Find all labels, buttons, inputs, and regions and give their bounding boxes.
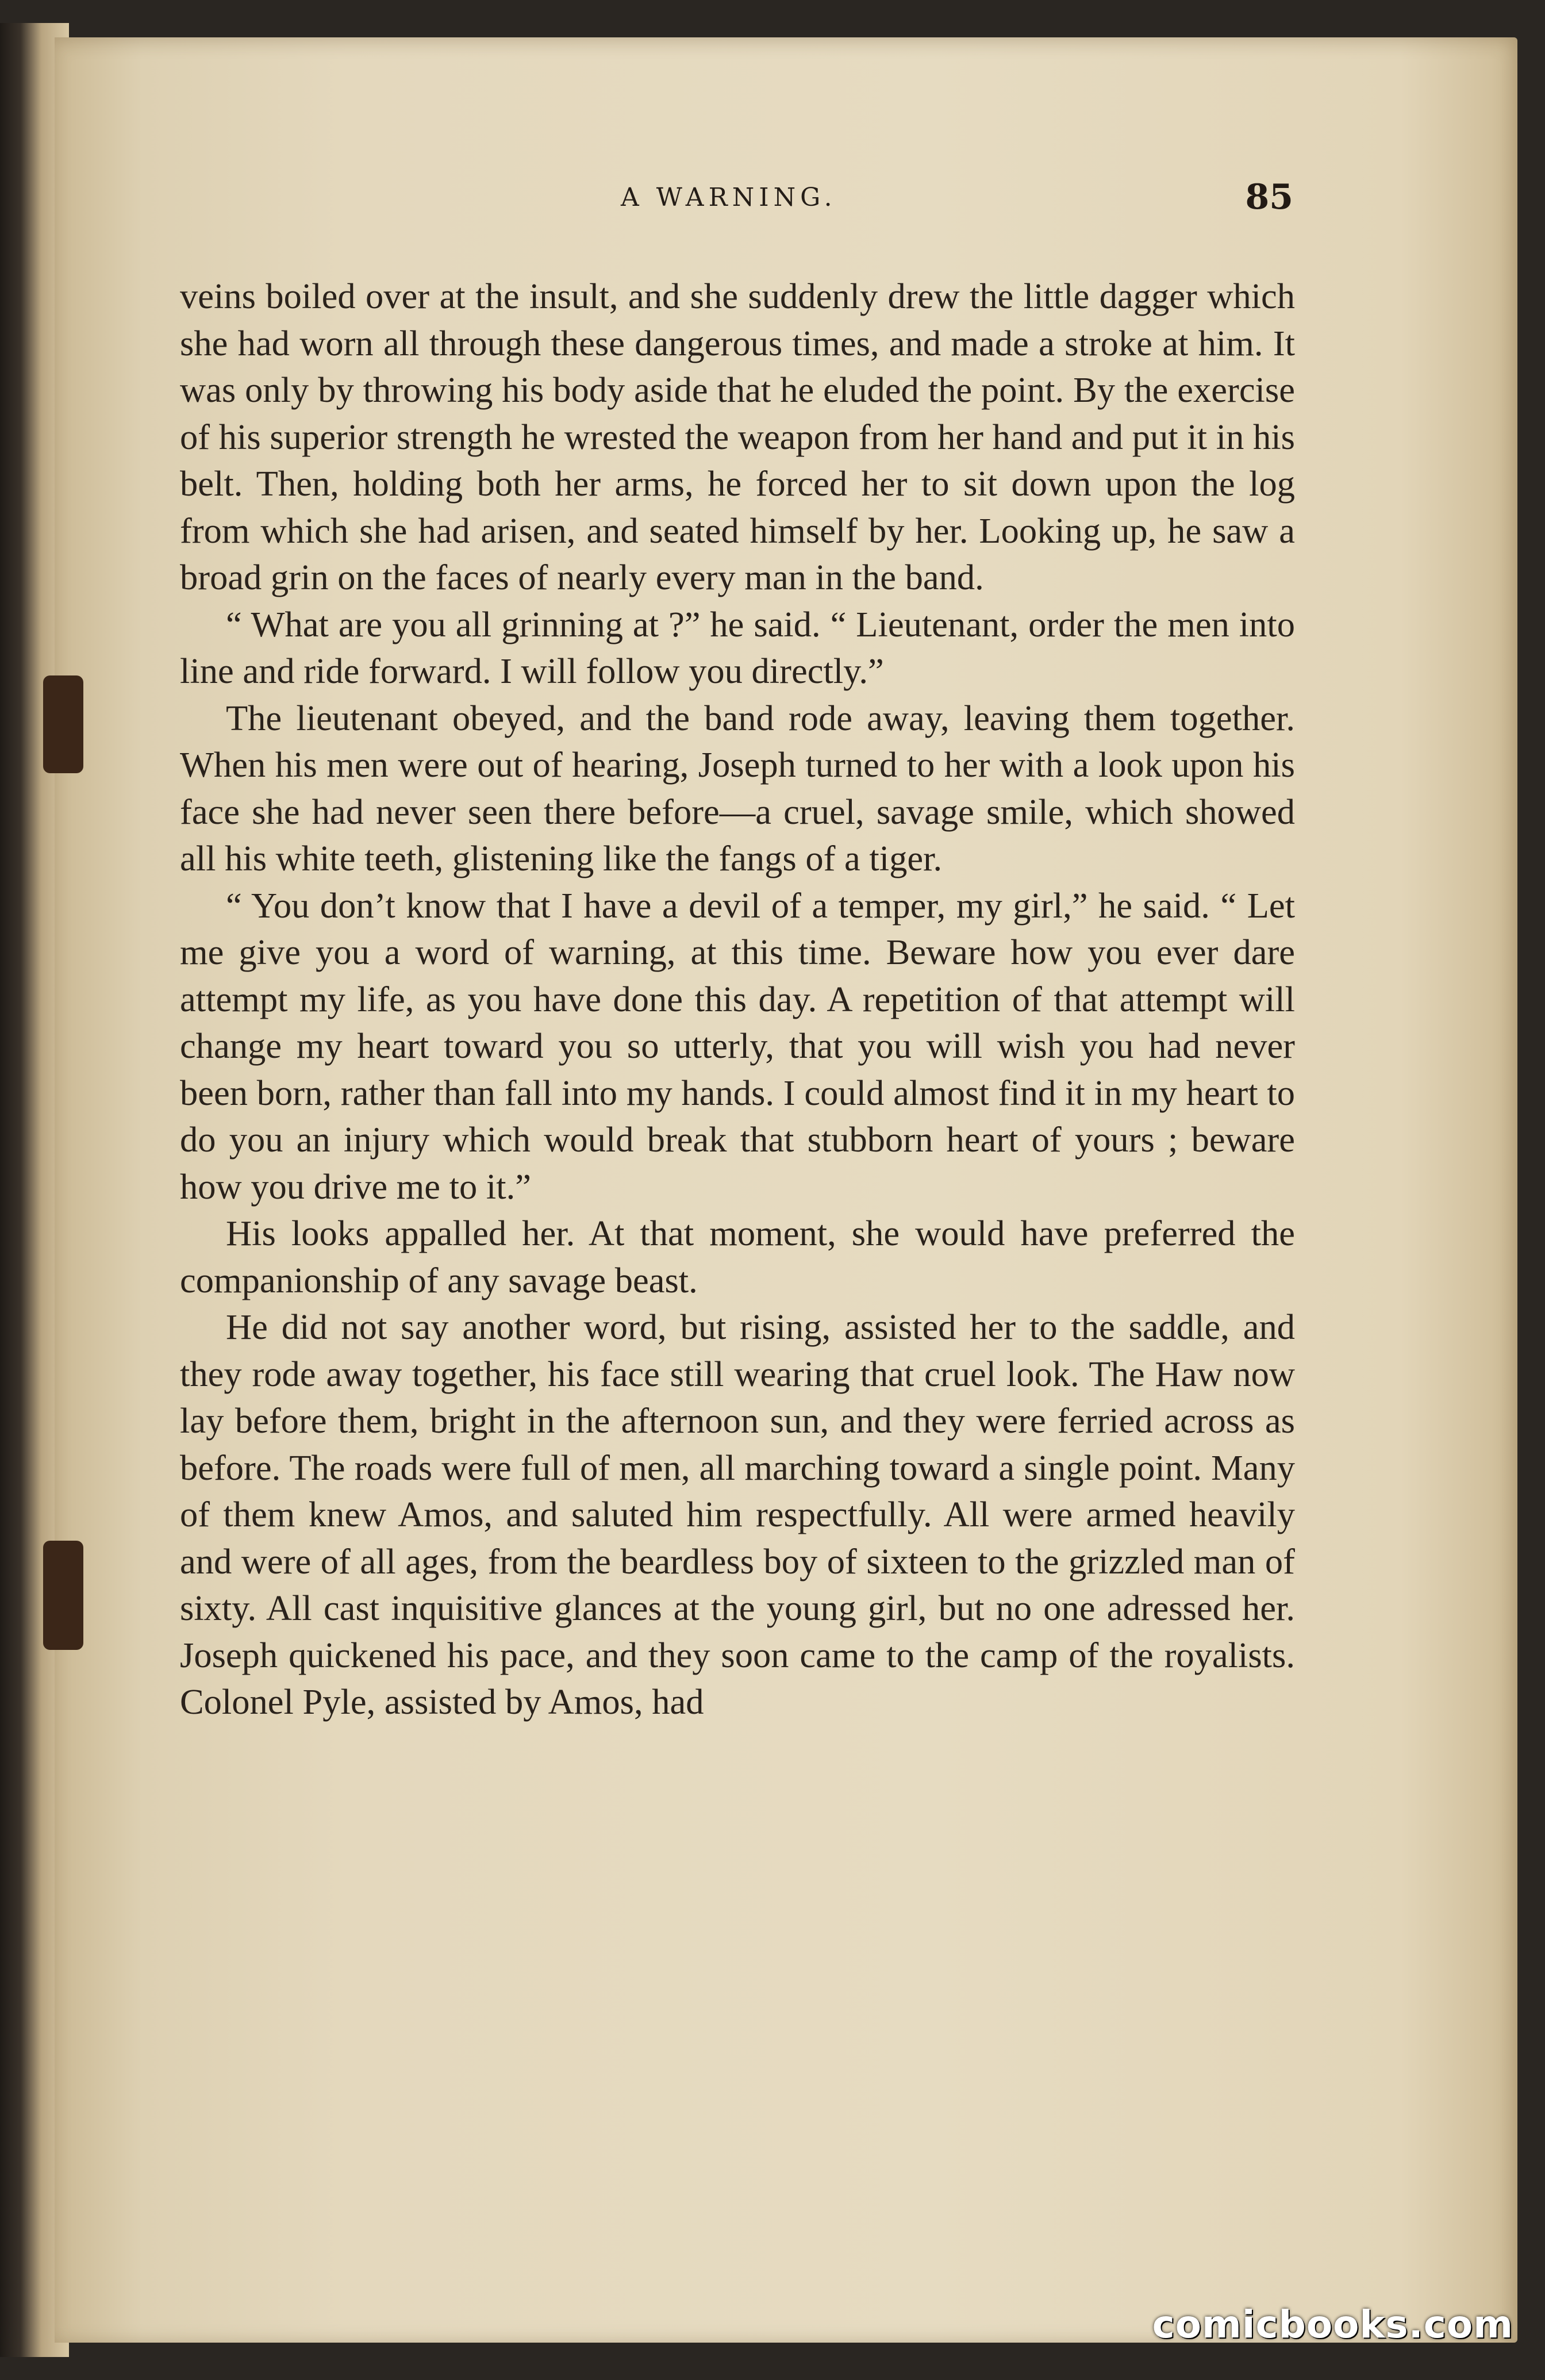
binding-tear-upper xyxy=(43,675,83,773)
running-head xyxy=(172,177,1322,223)
paragraph-5: His looks appalled her. At that moment, she would have preferred the companionship of any savage beast. xyxy=(180,1213,1295,1300)
binding-tear-lower xyxy=(43,1541,83,1650)
running-title: A WARNING. xyxy=(621,183,837,212)
page-number: 85 xyxy=(1245,177,1293,217)
paragraph-6: He did not say another word, but rising, assisted her to the saddle, and they rode away together, his face still wearing that cruel look. The Haw now lay before them, bright in the afternoon sun, and they were ferried across as before. The roads were full of men, all marching toward a single point. Many of them knew Amos, and saluted him respectfully. All were armed heavily and were of all ages, from the beardless boy of sixteen to the grizzled man of sixty. All cast inquisitive glances at the young girl, but no one adressed her. Joseph quickened his pace, and they soon came to the camp of the royalists. Colonel Pyle, assisted by Amos, had xyxy=(180,1307,1295,1722)
watermark: comicbooks.com xyxy=(1152,2302,1513,2347)
paragraph-2: “ What are you all grinning at ?” he said. “ Lieutenant, order the men into line and ride forward. I will follow you directly.” xyxy=(180,604,1295,691)
paragraph-1: veins boiled over at the insult, and she suddenly drew the little dagger which she had worn all through these dangerous times, and made a stroke at him. It was only by throwing his body aside that he eluded the point. By the exercise of his superior strength he wrested the weapon from her hand and put it in his belt. Then, holding both her arms, he forced her to sit down upon the log from which she had arisen, and seated himself by her. Looking up, he saw a broad grin on the faces of nearly every man in the band. xyxy=(180,276,1295,597)
body-text xyxy=(180,273,1295,1726)
paragraph-3: The lieutenant obeyed, and the band rode away, leaving them together. When his men were out of hearing, Joseph turned to her with a look upon his face she had never seen there before—a cruel, savage smile, which showed all his white teeth, glistening like the fangs of a tiger. xyxy=(180,697,1295,878)
paragraph-4: “ You don’t know that I have a devil of a temper, my girl,” he said. “ Let me give you a word of warning, at this time. Beware how you ever dare attempt my life, as you have done this day. A repetition of that attempt will change my heart toward you so utterly, that you will wish you had never been born, rather than fall into my hands. I could almost find it in my heart to do you an injury which would break that stubborn heart of yours ; beware how you drive me to it.” xyxy=(180,885,1295,1207)
